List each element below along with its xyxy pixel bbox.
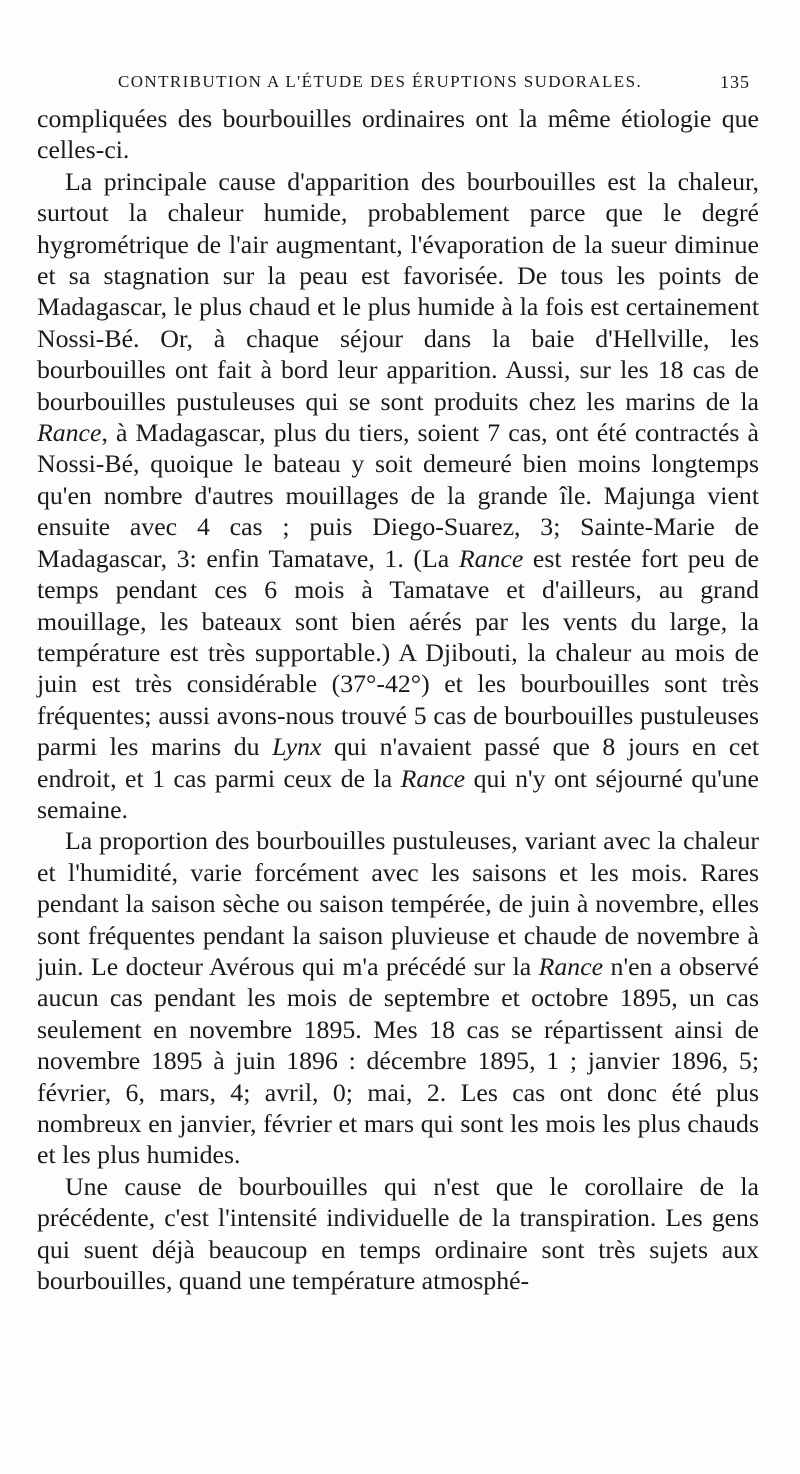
ship-name: Rance (400, 763, 466, 793)
ship-name: Rance (37, 418, 102, 448)
paragraph-heat-humidity (37, 166, 759, 826)
body-text (37, 103, 759, 1296)
running-title: CONTRIBUTION A L'ÉTUDE DES ÉRUPTIONS SUDORALES. (118, 72, 643, 91)
paragraph-text: qui n'y ont séjourné qu'une semaine. (37, 763, 760, 824)
paragraph-perspiration (37, 1171, 759, 1297)
page-number: 135 (720, 72, 750, 92)
ship-name: Rance (538, 951, 604, 981)
paragraph-text: , à Madagascar, plus du tiers, soient 7 cas, ont été contractés à Nossi-Bé, quoique le bateau y soit demeuré bien moins longtemps qu'en nombre d'autres mouillages de la grande île. Majunga vient ensuite avec 4 cas ; puis Diego-Suarez, 3; Sainte-Marie de Madagascar, 3: enfin Tamatave, 1. (La (37, 418, 759, 573)
running-head (60, 72, 750, 102)
paragraph-text: est restée fort peu de temps pendant ces 6 mois à Tamatave et d'ailleurs, au grand mouillage, les bateaux sont bien aérés par les vents du large, la température est très supportable.) A Djibouti, la chaleur au mois de juin est très considérable (37°-42°) et les bourbouilles sont très fréquentes; aussi avons-nous trouvé 5 cas de bourbouilles pustuleuses parmi les marins du (37, 543, 759, 762)
paragraph-seasons (37, 825, 759, 1170)
paragraph-continuation (37, 103, 759, 166)
paragraph-text: Une cause de bourbouilles qui n'est que le corollaire de la précédente, c'est l'intensité individuelle de la transpiration. Les gens qui suent déjà beaucoup en temps ordinaire sont très sujets aux bourbouilles, quand une température atmosphé- (37, 1171, 759, 1296)
ship-name: Lynx (272, 732, 322, 762)
paragraph-text: qui n'avaient passé que 8 jours en cet endroit, et 1 cas parmi ceux de la (37, 732, 759, 793)
paragraph-text: La principale cause d'apparition des bourbouilles est la chaleur, surtout la chaleur humide, probablement parce que le degré hygrométrique de l'air augmentant, l'évaporation de la sueur diminue et sa stagnation sur la peau est favorisée. De tous les points de Madagascar, le plus chaud et le plus humide à la fois est certainement Nossi-Bé. Or, à chaque séjour dans la baie d'Hellville, les bourbouilles ont fait à bord leur apparition. Aussi, sur les 18 cas de bourbouilles pustuleuses qui se sont produits chez les marins de la (37, 166, 759, 416)
paragraph-text: compliquées des bourbouilles ordinaires ont la même étiologie que celles-ci. (37, 104, 759, 165)
ship-name: Rance (458, 543, 524, 573)
paragraph-text: n'en a observé aucun cas pendant les mois de septembre et octobre 1895, un cas seulement en novembre 1895. Mes 18 cas se répartissent ainsi de novembre 1895 à juin 1896 : décembre 1895, 1 ; janvier 1896, 5; février, 6, mars, 4; avril, 0; mai, 2. Les cas ont donc été plus nombreux en janvier, février et mars qui sont les mois les plus chauds et les plus humides. (37, 951, 759, 1170)
paragraph-text: La proportion des bourbouilles pustuleuses, variant avec la chaleur et l'humidité, varie forcément avec les saisons et les mois. Rares pendant la saison sèche ou saison tempérée, de juin à novembre, elles sont fréquentes pendant la saison pluvieuse et chaude de novembre à juin. Le docteur Avérous qui m'a précédé sur la (37, 826, 759, 981)
